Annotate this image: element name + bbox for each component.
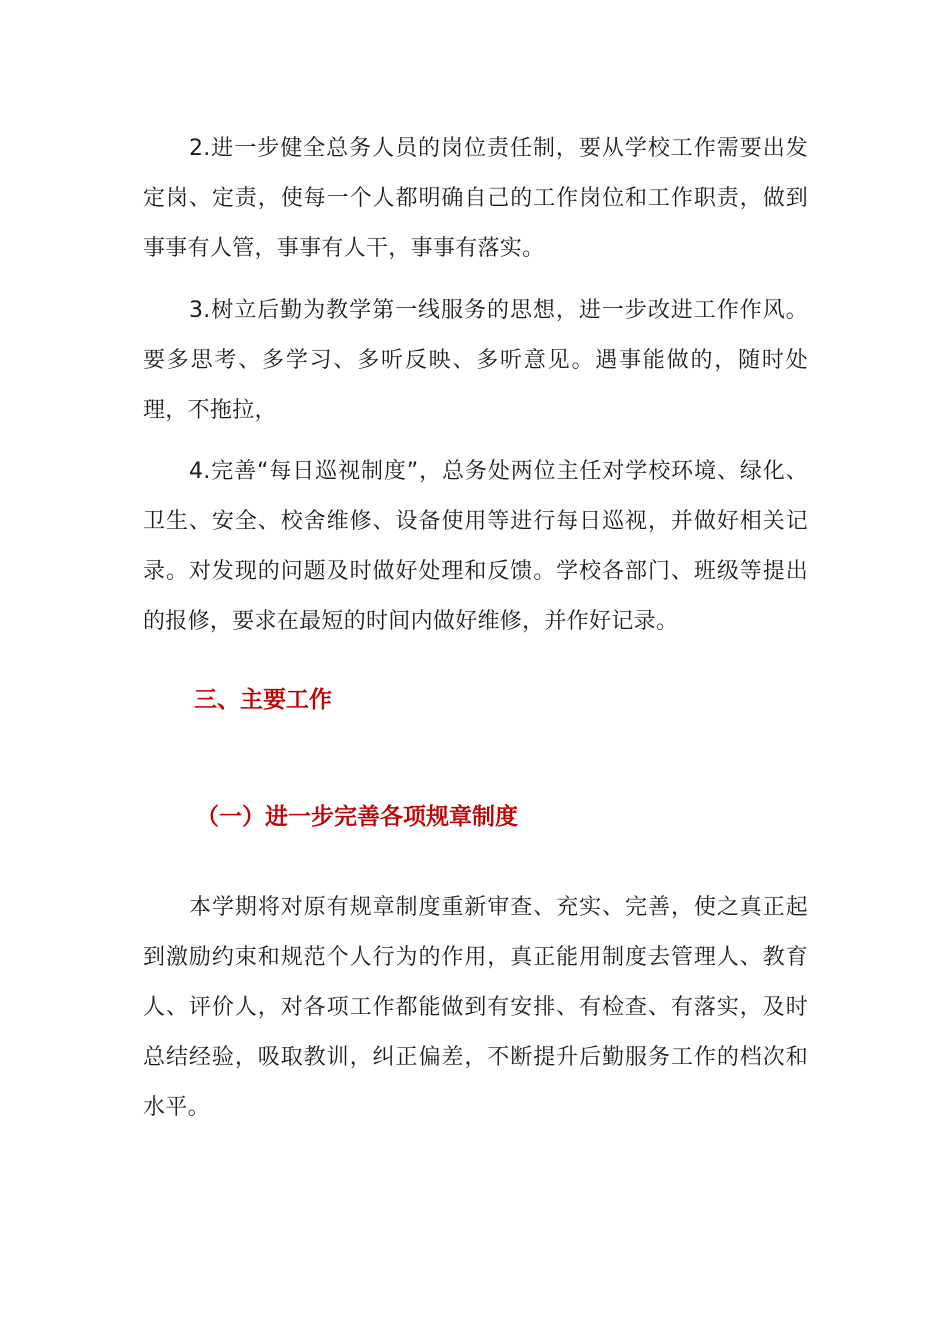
paragraph-responsibility-system: 2.进一步健全总务人员的岗位责任制，要从学校工作需要出发定岗、定责，使每一个人都明确自己的工作岗位和工作职责，做到事事有人管，事事有人干，事事有落实。: [143, 136, 808, 261]
paragraph-regulations-review: 本学期将对原有规章制度重新审查、充实、完善，使之真正起到激励约束和规范个人行为的作用，真正能用制度去管理人、教育人、评价人，对各项工作都能做到有安排、有检查、有落实，及时总结经验，吸取教训，纠正偏差，不断提升后勤服务工作的档次和水平。: [143, 895, 808, 1120]
subsection-heading-regulations: （一）进一步完善各项规章制度: [196, 804, 518, 830]
section-heading-main-work: 三、主要工作: [194, 687, 332, 713]
paragraph-daily-inspection: 4.完善“每日巡视制度”，总务处两位主任对学校环境、绿化、卫生、安全、校舍维修、设备使用等进行每日巡视，并做好相关记录。对发现的问题及时做好处理和反馈。学校各部门、班级等提出的报修，要求在最短的时间内做好维修，并作好记录。: [143, 459, 808, 634]
paragraph-service-mindset: 3.树立后勤为教学第一线服务的思想，进一步改进工作作风。要多思考、多学习、多听反映、多听意见。遇事能做的，随时处理，不拖拉，: [143, 298, 808, 423]
